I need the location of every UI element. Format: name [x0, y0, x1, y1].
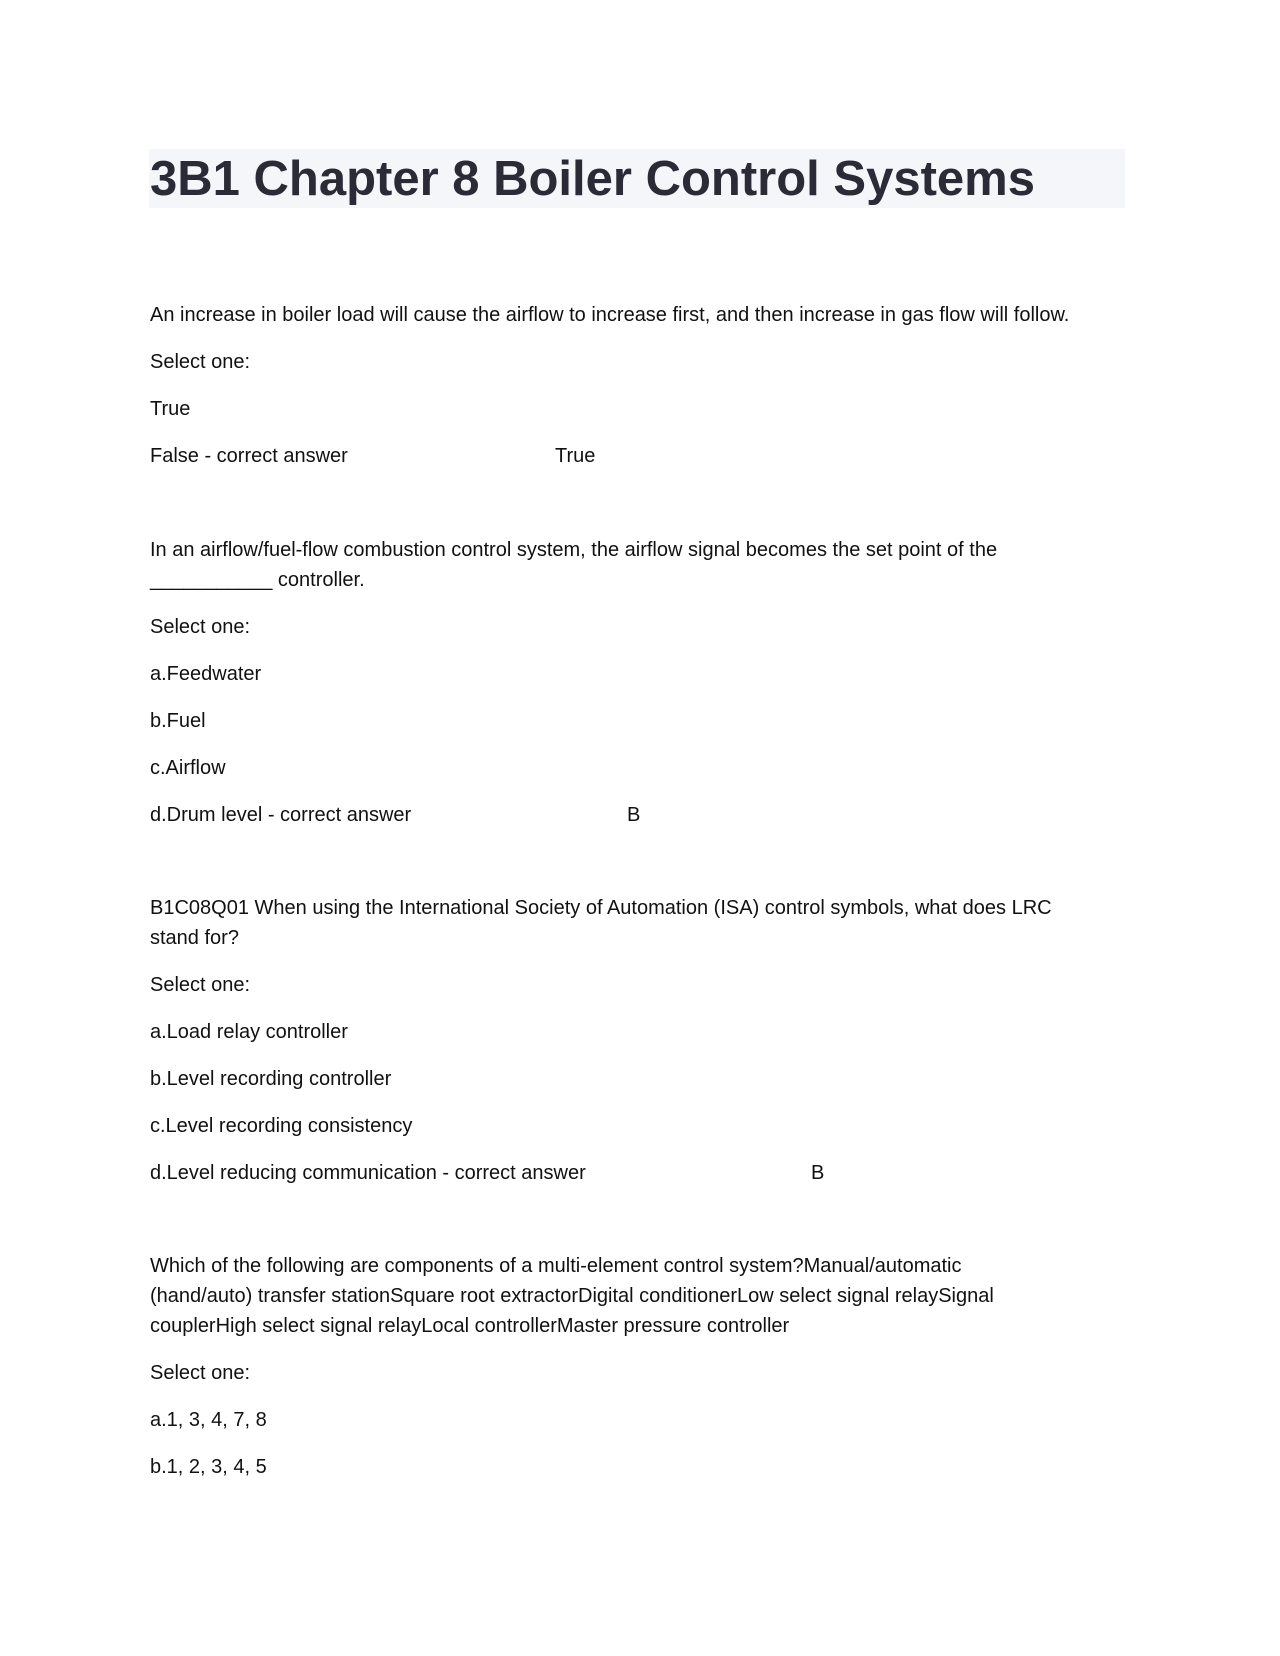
- question-2-option-d: d.Drum level - correct answer: [150, 804, 412, 826]
- question-2-answer: B: [627, 804, 641, 826]
- question-4-option-a: a.1, 3, 4, 7, 8: [150, 1409, 267, 1431]
- document-title: 3B1 Chapter 8 Boiler Control Systems: [150, 152, 1035, 206]
- question-3-prompt: Select one:: [150, 974, 251, 996]
- question-1-option-true: True: [150, 398, 191, 420]
- question-4-text-line-1: Which of the following are components of a multi-element control system?Manual/automatic: [150, 1255, 962, 1277]
- question-1-option-false: False - correct answer: [150, 445, 348, 467]
- question-3-text-line-2: stand for?: [150, 927, 239, 949]
- question-3-text-line-1: B1C08Q01 When using the International Society of Automation (ISA) control symbols, what does LRC: [150, 897, 1052, 919]
- question-2-option-c: c.Airflow: [150, 757, 226, 779]
- question-3-option-c: c.Level recording consistency: [150, 1115, 413, 1137]
- question-4-prompt: Select one:: [150, 1362, 251, 1384]
- question-2-option-a: a.Feedwater: [150, 663, 262, 685]
- question-4-text-line-3: couplerHigh select signal relayLocal controllerMaster pressure controller: [150, 1315, 790, 1337]
- question-2-option-b: b.Fuel: [150, 710, 206, 732]
- question-4-text-line-2: (hand/auto) transfer stationSquare root extractorDigital conditionerLow select signal relaySignal: [150, 1285, 994, 1307]
- question-2-text-line-2: ___________ controller.: [150, 569, 365, 591]
- question-3-answer: B: [811, 1162, 825, 1184]
- question-1-answer: True: [555, 445, 596, 467]
- question-3-option-a: a.Load relay controller: [150, 1021, 348, 1043]
- question-2-prompt: Select one:: [150, 616, 251, 638]
- question-3-option-d: d.Level reducing communication - correct answer: [150, 1162, 586, 1184]
- question-1-prompt: Select one:: [150, 351, 251, 373]
- question-1-text: An increase in boiler load will cause the airflow to increase first, and then increase in gas flow will follow.: [150, 304, 1070, 326]
- question-2-text-line-1: In an airflow/fuel-flow combustion control system, the airflow signal becomes the set point of the: [150, 539, 998, 561]
- question-3-option-b: b.Level recording controller: [150, 1068, 392, 1090]
- question-4-option-b: b.1, 2, 3, 4, 5: [150, 1456, 267, 1478]
